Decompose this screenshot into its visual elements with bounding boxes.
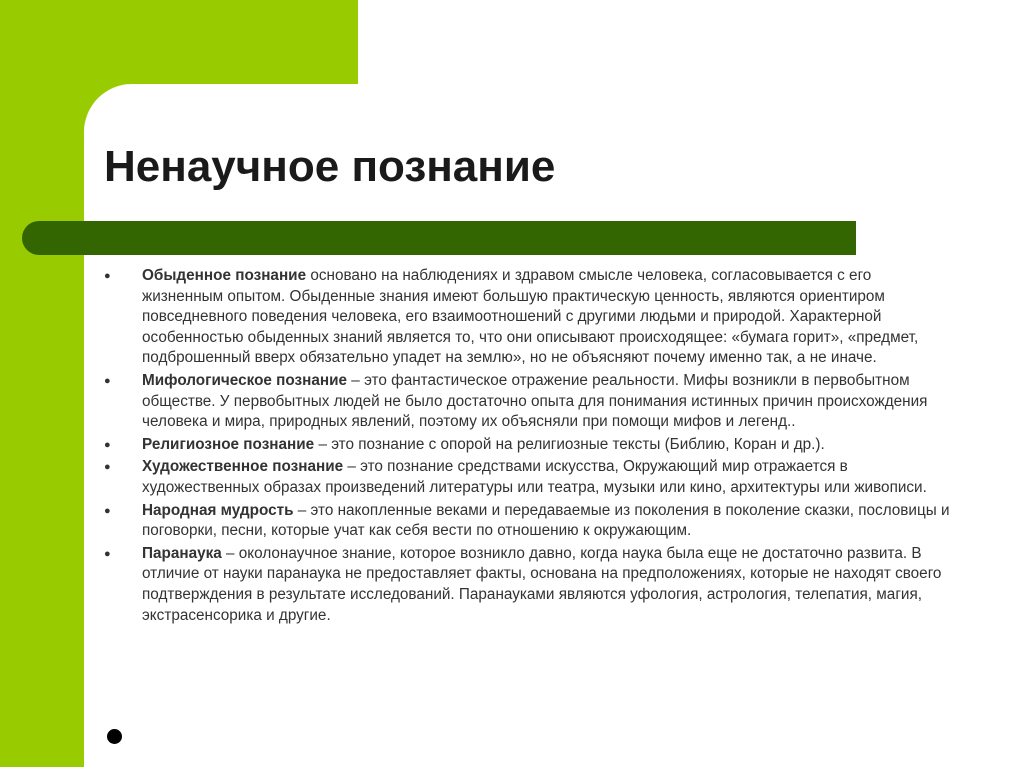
bullet-term: Мифологическое познание [142,371,348,389]
bullet-text: основано на наблюдениях и здравом смысле человека, согласовывается с его жизненным опытом. Обыденные знания имеют большую практическую ценность, являются ориентиром повседневного поведения человека, его взаимоотношений с другими людьми и природой. Характерной особенностью обыденных знаний является то, что они описывают происходящее: «бумага горит», «предмет, подброшенный вверх обязательно упадет на землю», но не объясняют почему именно так, а не иначе. [142,267,919,367]
bullet-dot-icon: ● [104,270,111,282]
bullet-dot-icon: ● [104,547,111,560]
bullet-list [104,266,954,628]
bullet-dot-icon: ● [104,374,111,387]
bullet-item-parascience [104,544,954,626]
bullet-term: Религиозное познание [142,435,315,453]
slide-title: Ненаучное познание [104,142,556,191]
bullet-term: Народная мудрость [142,501,294,519]
bullet-text: – это познание средствами искусства, Окружающий мир отражается в художественных образах произведений литературы или театра, музыки или кино, архитектуры или живописи. [142,458,927,496]
bullet-item-mythological [104,371,954,433]
bullet-text: – это накопленные веками и передаваемые из поколения в поколение сказки, пословицы и поговорки, песни, которые учат как себя вести по отношению к окружающим. [142,501,950,540]
bullet-term: Обыденное познание [142,267,307,284]
empty-bullet-dot-icon [107,729,122,744]
bullet-item-artistic [104,457,954,498]
bullet-item-folk-wisdom [104,501,954,542]
bullet-text: – это познание с опорой на религиозные тексты (Библию, Коран и др.). [314,435,825,453]
bullet-dot-icon: ● [104,438,111,451]
bullet-text: – околонаучное знание, которое возникло давно, когда наука была еще не достаточно развита. В отличие от науки паранаука не предоставляет факты, основана на предположениях, которые не находят своего подтверждения в результате исследований. Паранауками являются уфология, астрология, телепатия, магия, экстрасенсорика и другие. [142,544,942,624]
bullet-item-everyday [104,266,954,369]
bullet-term: Паранаука [142,544,222,562]
bullet-term: Художественное познание [142,458,344,476]
bullet-text: – это фантастическое отражение реальности. Мифы возникли в первобытном обществе. У первобытных людей не было достаточно опыта для понимания истинных причин происхождения человека и мира, природных явлений, поэтому их объясняли при помощи мифов и легенд.. [142,371,928,431]
bullet-dot-icon: ● [104,504,111,517]
title-divider-bar [22,221,856,255]
bullet-dot-icon: ● [104,461,111,474]
bullet-item-religious [104,435,954,456]
